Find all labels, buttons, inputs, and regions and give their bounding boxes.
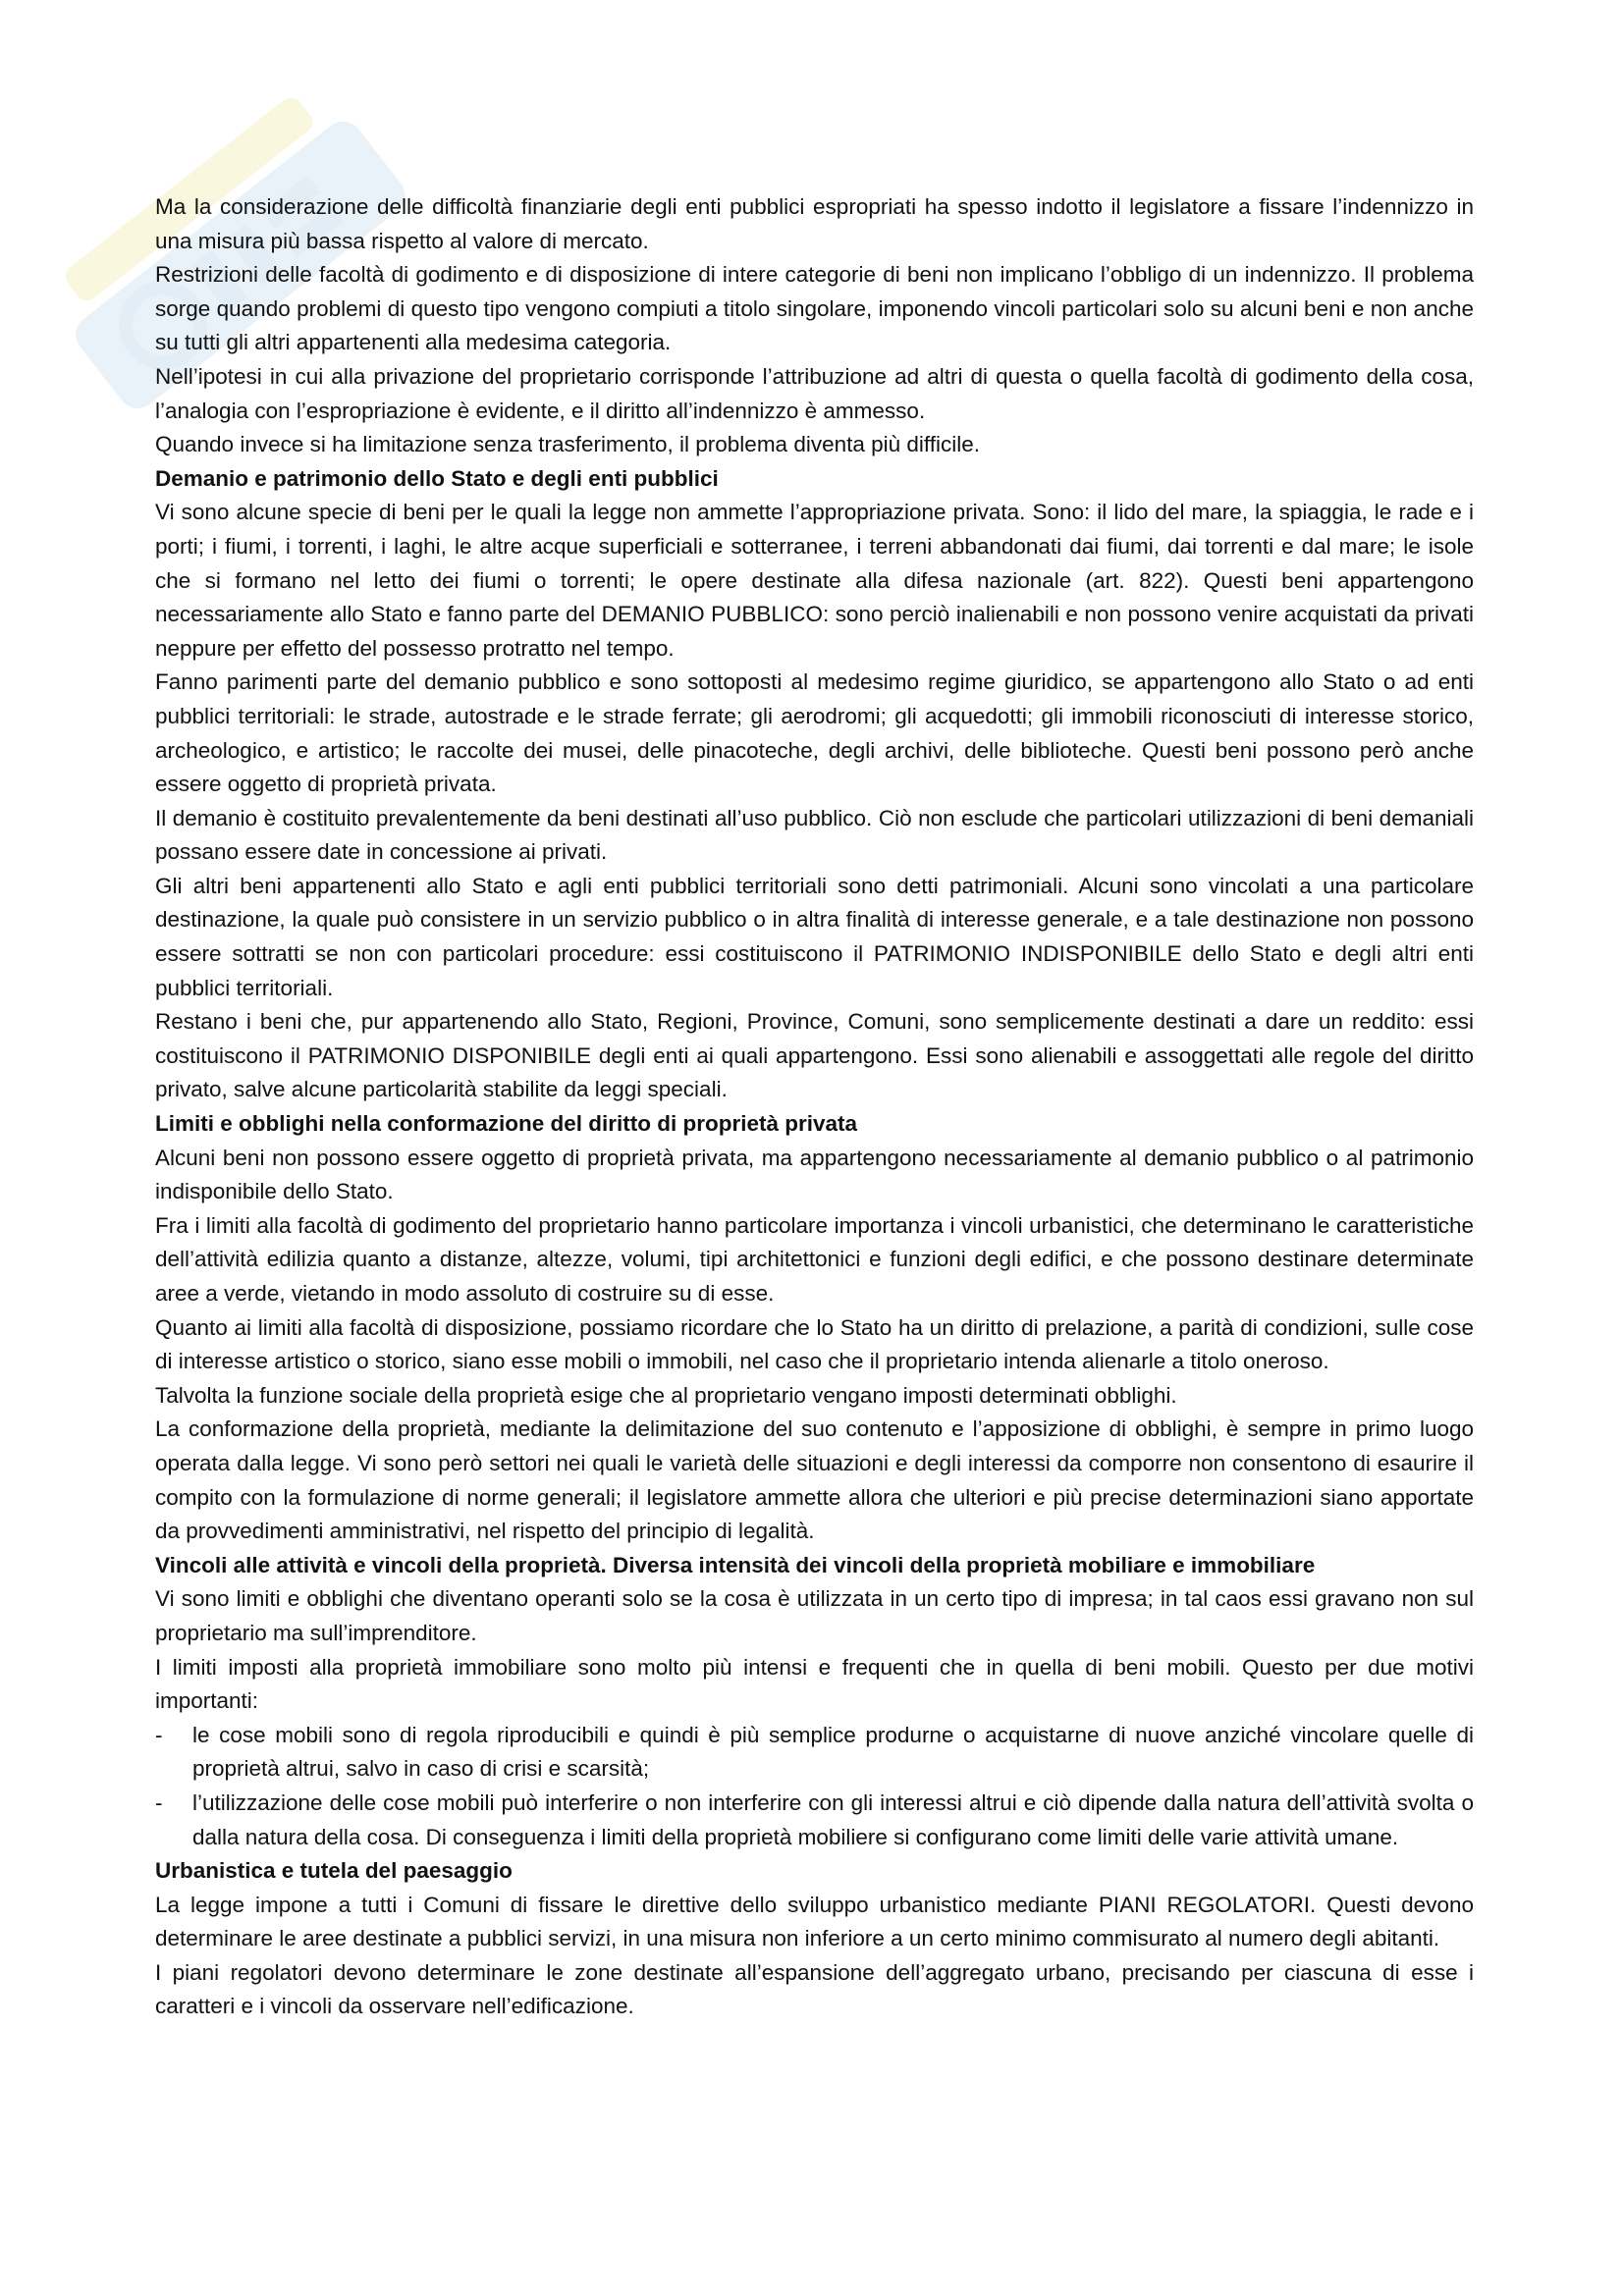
paragraph: I piani regolatori devono determinare le zone destinate all’espansione dell’aggregato urbano, precisando per ciascuna di esse i caratteri e i vincoli da osservare nell’edificazione. xyxy=(155,1959,1474,2019)
paragraph: Vi sono alcune specie di beni per le quali la legge non ammette l’appropriazione privata. Sono: il lido del mare, la spiaggia, le rade e i porti; i fiumi, i torrenti, i laghi, le altre acque superficiali e sotterranee, i terreni abbandonati dai fiumi, dai torrenti e dal mare; le isole che si formano nel letto dei fiumi o torrenti; le opere destinate alla difesa nazionale (art. 822). Questi beni appartengono necessariamente allo Stato e fanno parte del DEMANIO PUBBLICO: sono perciò inalienabili e non possono venire acquistati da privati neppure per effetto del possesso protratto nel tempo. xyxy=(155,500,1474,661)
paragraph: I limiti imposti alla proprietà immobiliare sono molto più intensi e frequenti che in quella di beni mobili. Questo per due motivi importanti: xyxy=(155,1654,1474,1714)
document-page xyxy=(155,190,1474,2024)
paragraph: Il demanio è costituito prevalentemente da beni destinati all’uso pubblico. Ciò non esclude che particolari utilizzazioni di beni demaniali possano essere date in concessione ai privati. xyxy=(155,805,1474,865)
bullet-list xyxy=(155,1719,1474,1854)
section-heading: Demanio e patrimonio dello Stato e degli enti pubblici xyxy=(155,465,719,491)
list-item-text: l’utilizzazione delle cose mobili può interferire o non interferire con gli interessi altrui e ciò dipende dalla natura dell’attività svolta o dalla natura della cosa. Di conseguenza i limiti della proprietà mobiliere si configurano come limiti delle varie attività umane. xyxy=(192,1789,1474,1849)
section-heading: Vincoli alle attività e vincoli della proprietà. Diversa intensità dei vincoli della proprietà mobiliare e immobiliare xyxy=(155,1552,1316,1577)
section-heading: Urbanistica e tutela del paesaggio xyxy=(155,1858,513,1884)
paragraph: Fra i limiti alla facoltà di godimento del proprietario hanno particolare importanza i vincoli urbanistici, che determinano le caratteristiche dell’attività edilizia quanto a distanze, altezze, volumi, tipi architettonici e funzioni degli edifici, e che possono destinare determinate aree a verde, vietando in modo assoluto di costruire su di esse. xyxy=(155,1212,1474,1306)
paragraph: Quando invece si ha limitazione senza trasferimento, il problema diventa più difficile. xyxy=(155,432,981,457)
paragraph: Fanno parimenti parte del demanio pubblico e sono sottoposti al medesimo regime giuridico, se appartengono allo Stato o ad enti pubblici territoriali: le strade, autostrade e le strade ferrate; gli aerodromi; gli acquedotti; gli immobili riconosciuti di interesse storico, archeologico, e artistico; le raccolte dei musei, delle pinacoteche, degli archivi, delle biblioteche. Questi beni possono però anche essere oggetto di proprietà privata. xyxy=(155,669,1474,797)
paragraph: La legge impone a tutti i Comuni di fissare le direttive dello sviluppo urbanistico mediante PIANI REGOLATORI. Questi devono determinare le aree destinate a pubblici servizi, in una misura non inferiore a un certo minimo commisurato al numero degli abitanti. xyxy=(155,1892,1474,1951)
paragraph: Ma la considerazione delle difficoltà finanziarie degli enti pubblici espropriati ha spesso indotto il legislatore a fissare l’indennizzo in una misura più bassa rispetto al valore di mercato. xyxy=(155,194,1474,253)
paragraph: La conformazione della proprietà, mediante la delimitazione del suo contenuto e l’apposizione di obblighi, è sempre in primo luogo operata dalla legge. Vi sono però settori nei quali le varietà delle situazioni e degli interessi da comporre non consentono di esaurire il compito con la formulazione di norme generali; il legislatore ammette allora che ulteriori e più precise determinazioni siano apportate da provvedimenti amministrativi, nel rispetto del principio di legalità. xyxy=(155,1416,1474,1544)
paragraph: Restrizioni delle facoltà di godimento e di disposizione di intere categorie di beni non implicano l’obbligo di un indennizzo. Il problema sorge quando problemi di questo tipo vengono compiuti a titolo singolare, imponendo vincoli particolari solo su alcuni beni e non anche su tutti gli altri appartenenti alla medesima categoria. xyxy=(155,262,1474,355)
section-heading: Limiti e obblighi nella conformazione del diritto di proprietà privata xyxy=(155,1111,858,1137)
paragraph: Alcuni beni non possono essere oggetto di proprietà privata, ma appartengono necessariamente al demanio pubblico o al patrimonio indisponibile dello Stato. xyxy=(155,1145,1474,1204)
list-item-text: le cose mobili sono di regola riproducibili e quindi è più semplice produrne o acquistarne di nuove anziché vincolare quelle di proprietà altrui, salvo in caso di crisi e scarsità; xyxy=(192,1722,1474,1782)
paragraph: Talvolta la funzione sociale della proprietà esige che al proprietario vengano imposti determinati obblighi. xyxy=(155,1382,1177,1408)
paragraph: Nell’ipotesi in cui alla privazione del proprietario corrisponde l’attribuzione ad altri di questa o quella facoltà di godimento della cosa, l’analogia con l’espropriazione è evidente, e il diritto all’indennizzo è ammesso. xyxy=(155,363,1474,423)
list-item xyxy=(155,1787,1474,1854)
list-item xyxy=(155,1719,1474,1787)
paragraph: Gli altri beni appartenenti allo Stato e agli enti pubblici territoriali sono detti patrimoniali. Alcuni sono vincolati a una particolare destinazione, la quale può consistere in un servizio pubblico o in altra finalità di interesse generale, e a tale destinazione non possono essere sottratti se non con particolari procedure: essi costituiscono il PATRIMONIO INDISPONIBILE dello Stato e degli altri enti pubblici territoriali. xyxy=(155,873,1474,1000)
list-marker: - xyxy=(155,1722,163,1747)
paragraph: Vi sono limiti e obblighi che diventano operanti solo se la cosa è utilizzata in un certo tipo di impresa; in tal caos essi gravano non sul proprietario ma sull’imprenditore. xyxy=(155,1586,1474,1645)
list-marker: - xyxy=(155,1789,163,1815)
paragraph: Restano i beni che, pur appartenendo allo Stato, Regioni, Province, Comuni, sono semplicemente destinati a dare un reddito: essi costituiscono il PATRIMONIO DISPONIBILE degli enti ai quali appartengono. Essi sono alienabili e assoggettati alle regole del diritto privato, salve alcune particolarità stabilite da leggi speciali. xyxy=(155,1009,1474,1102)
paragraph: Quanto ai limiti alla facoltà di disposizione, possiamo ricordare che lo Stato ha un diritto di prelazione, a parità di condizioni, sulle cose di interesse artistico o storico, siano esse mobili o immobili, nel caso che il proprietario intenda alienarle a titolo oneroso. xyxy=(155,1314,1474,1374)
